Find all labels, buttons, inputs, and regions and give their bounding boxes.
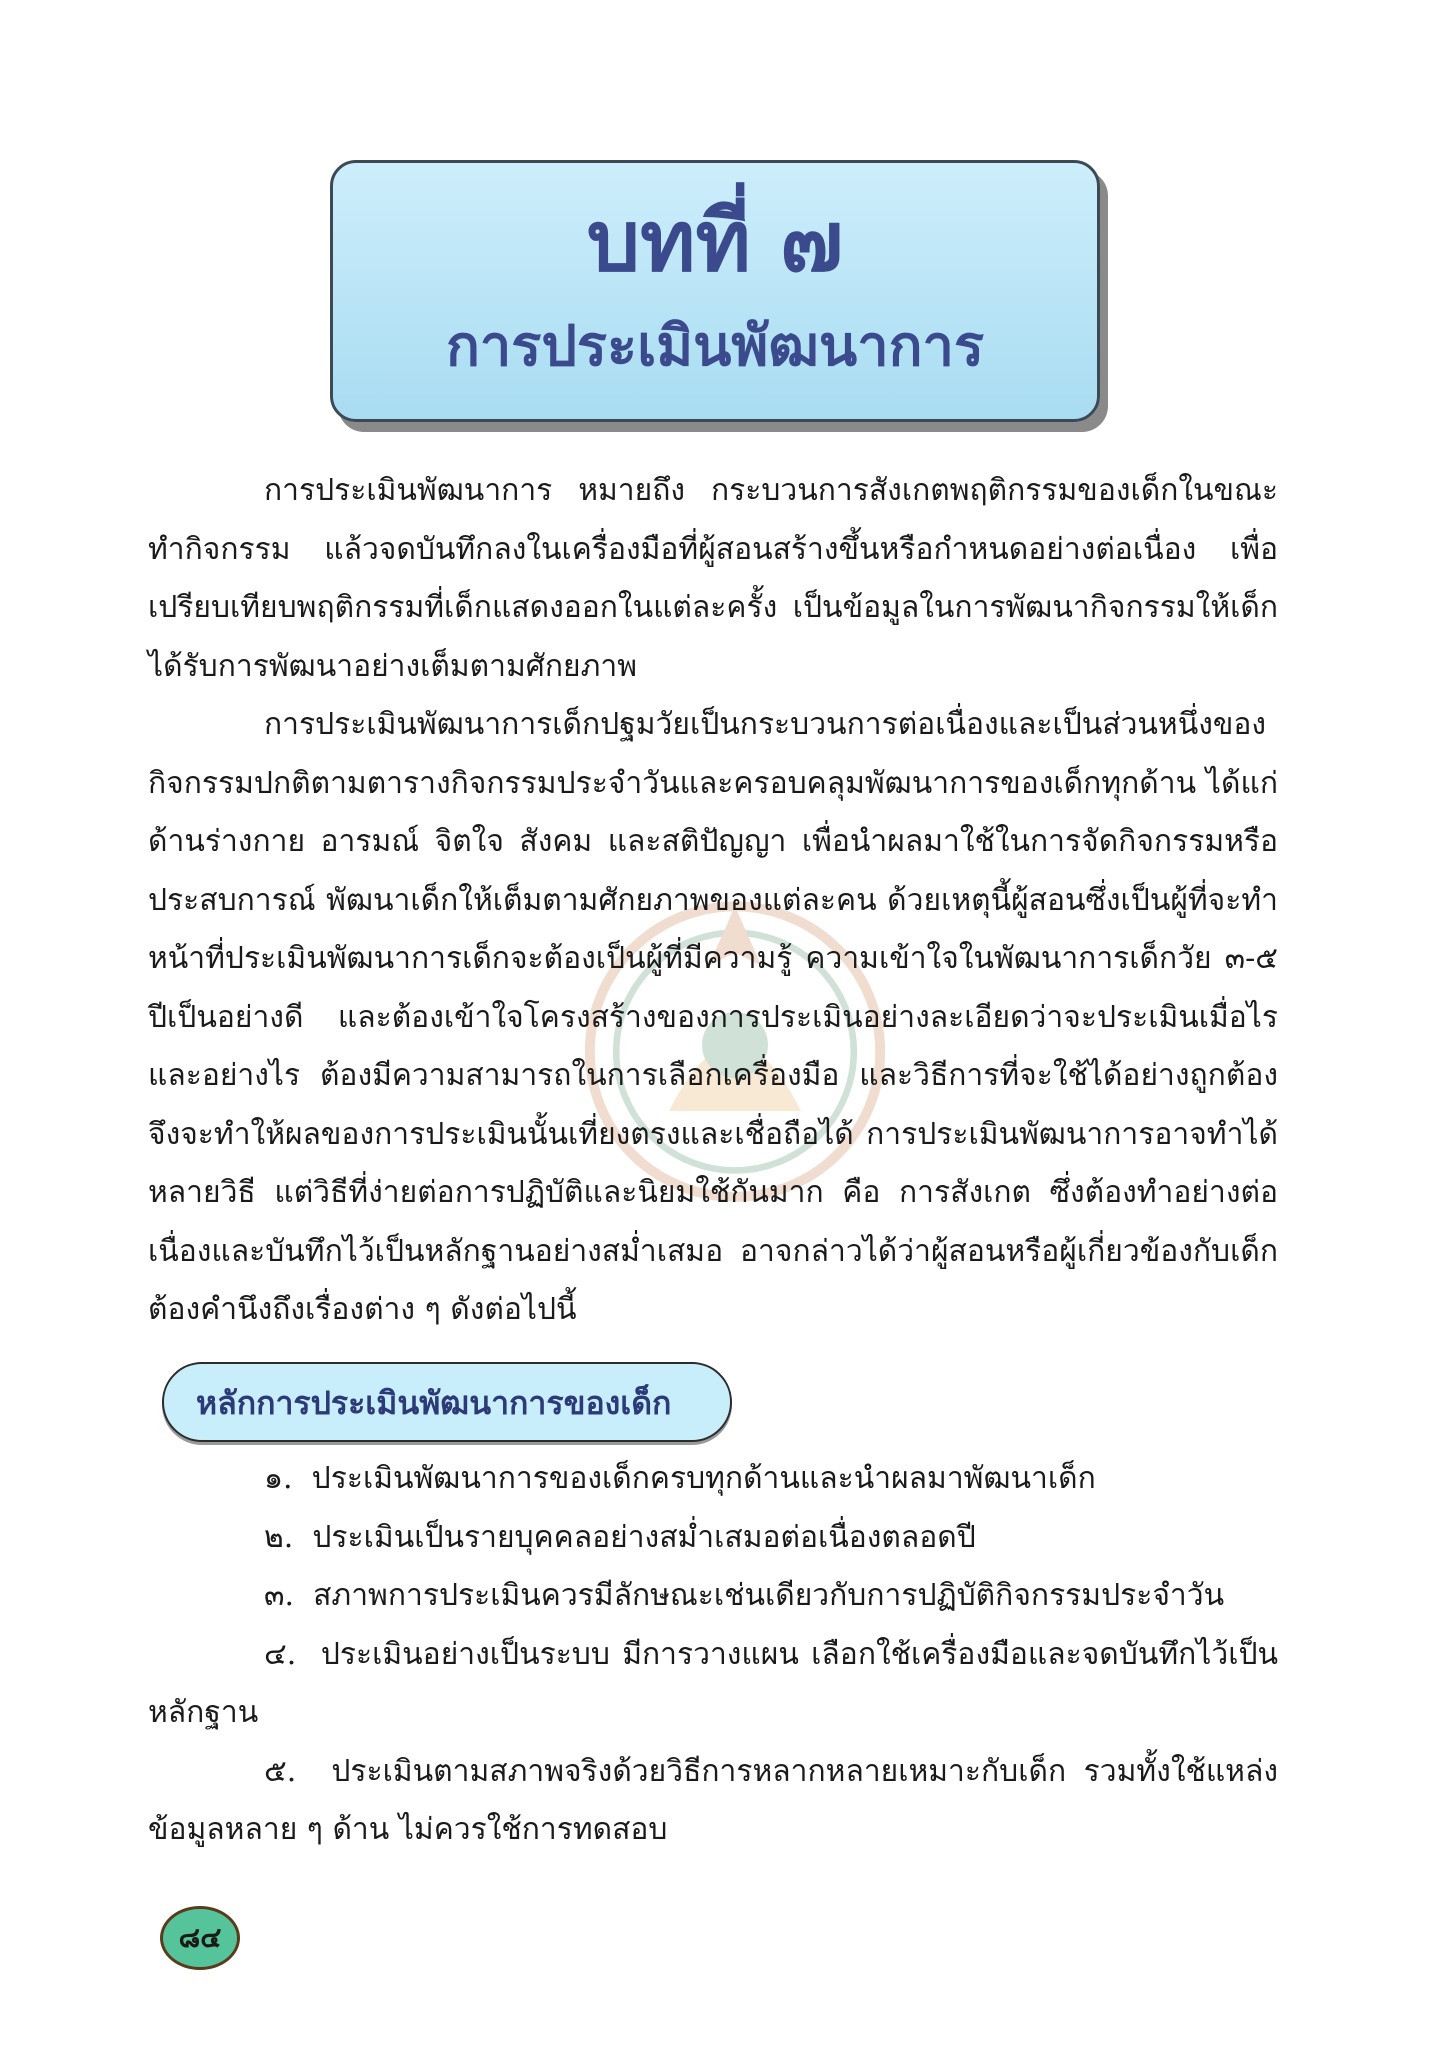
list-item: [148, 1509, 1278, 1568]
chapter-title-box: [330, 160, 1100, 422]
list-item: [148, 1626, 1278, 1743]
list-item: [148, 1743, 1278, 1860]
section-heading: หลักการประเมินพัฒนาการของเด็ก: [196, 1384, 672, 1422]
list-item-number: ๒.: [264, 1519, 294, 1555]
list-item-text: ประเมินเป็นรายบุคคลอย่างสม่ำเสมอต่อเนื่องตลอดปี: [312, 1519, 976, 1555]
list-item-number: ๑.: [264, 1461, 293, 1496]
paragraph-text: การประเมินพัฒนาการ หมายถึง กระบวนการสังเกตพฤติกรรมของเด็กในขณะทำกิจกรรม แล้วจดบันทึกลงในเครื่องมือที่ผู้สอนสร้างขึ้นหรือกำหนดอย่างต่อเนื่อง เพื่อเปรียบเทียบพฤติกรรมที่เด็กแสดงออกในแต่ละครั้ง เป็นข้อมูลในการพัฒนากิจกรรมให้เด็กได้รับการพัฒนาอย่างเต็มตามศักยภาพ: [148, 473, 1278, 684]
list-item: [148, 1450, 1278, 1509]
chapter-title: การประเมินพัฒนาการ: [445, 313, 985, 379]
chapter-number: บทที่ ๗: [586, 191, 844, 290]
section-heading-pill: [162, 1362, 732, 1442]
list-item-number: ๓.: [264, 1578, 295, 1613]
intro-paragraph-2: [148, 696, 1278, 1340]
intro-paragraph-1: [148, 462, 1278, 696]
list-item-number: ๕.: [264, 1753, 297, 1789]
principles-list: [148, 1450, 1278, 1860]
list-item: [148, 1567, 1278, 1626]
list-item-text: ประเมินพัฒนาการของเด็กครบทุกด้านและนำผลมาพัฒนาเด็ก: [311, 1461, 1096, 1496]
list-item-text: ประเมินตามสภาพจริงด้วยวิธีการหลากหลายเหมาะกับเด็ก รวมทั้งใช้แหล่งข้อมูลหลาย ๆ ด้าน ไม่ควรใช้การทดสอบ: [148, 1753, 1278, 1847]
page-number-badge: ๘๔: [160, 1906, 240, 1970]
list-item-text: สภาพการประเมินควรมีลักษณะเช่นเดียวกับการปฏิบัติกิจกรรมประจำวัน: [313, 1578, 1225, 1613]
paragraph-text: การประเมินพัฒนาการเด็กปฐมวัยเป็นกระบวนการต่อเนื่องและเป็นส่วนหนึ่งของกิจกรรมปกติตามตารางกิจกรรมประจำวันและครอบคลุมพัฒนาการของเด็กทุกด้าน ได้แก่ ด้านร่างกาย อารมณ์ จิตใจ สังคม และสติปัญญา เพื่อนำผลมาใช้ในการจัดกิจกรรมหรือประสบการณ์ พัฒนาเด็กให้เต็มตามศักยภาพของแต่ละคน ด้วยเหตุนี้ผู้สอนซึ่งเป็นผู้ที่จะทำหน้าที่ประเมินพัฒนาการเด็กจะต้องเป็นผู้ที่มีความรู้ ความเข้าใจในพัฒนาการเด็กวัย ๓-๕ ปีเป็นอย่างดี และต้องเข้าใจโครงสร้างของการประเมินอย่างละเอียดว่าจะประเมินเมื่อไรและอย่างไร ต้องมีความสามารถในการเลือกเครื่องมือ และวิธีการที่จะใช้ได้อย่างถูกต้อง จึงจะทำให้ผลของการประเมินนั้นเที่ยงตรงและเชื่อถือได้ การประเมินพัฒนาการอาจทำได้หลายวิธี แต่วิธีที่ง่ายต่อการปฏิบัติและนิยมใช้กันมาก คือ การสังเกต ซึ่งต้องทำอย่างต่อเนื่องและบันทึกไว้เป็นหลักฐานอย่างสม่ำเสมอ อาจกล่าวได้ว่าผู้สอนหรือผู้เกี่ยวข้องกับเด็กต้องคำนึงถึงเรื่องต่าง ๆ ดังต่อไปนี้: [148, 707, 1278, 1327]
list-item-text: ประเมินอย่างเป็นระบบ มีการวางแผน เลือกใช้เครื่องมือและจดบันทึกไว้เป็นหลักฐาน: [148, 1636, 1279, 1730]
list-item-number: ๔.: [264, 1636, 297, 1672]
